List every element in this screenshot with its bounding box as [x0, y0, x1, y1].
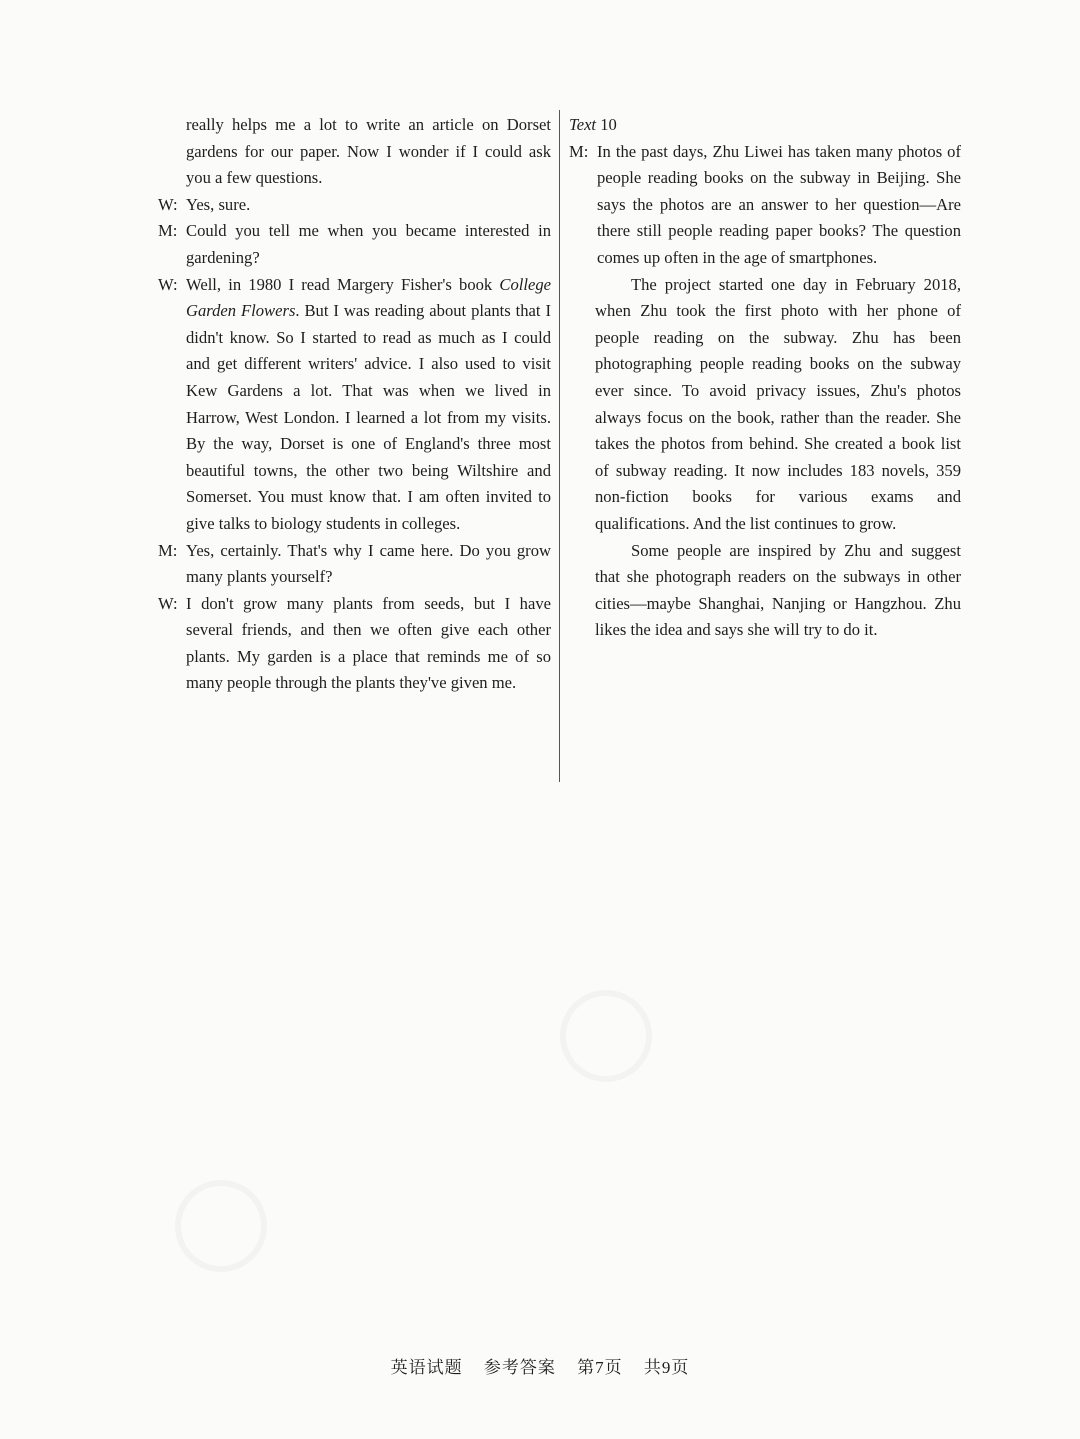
footer-page: 第7页 [577, 1358, 623, 1377]
paragraph: Some people are inspired by Zhu and suggest that she photograph readers on the subways in other cities—maybe Shanghai, Nanjing or Hangzhou. Zhu likes the idea and says she will try to do it. [595, 540, 961, 640]
page-footer [0, 1353, 1080, 1378]
heading-label: Text [569, 115, 597, 134]
paragraph: In the past days, Zhu Liwei has taken many photos of people reading books on the subway in Beijing. She says the photos are an answer to her question—Are there still people reading paper books? The question comes up often in the age of smartphones. [597, 141, 961, 267]
watermark-seal [560, 990, 652, 1082]
heading-number: 10 [600, 115, 617, 134]
speaker-label: M: [158, 221, 178, 241]
monologue-turn [569, 139, 961, 272]
speaker-label: W: [158, 194, 178, 214]
dialogue-turn [158, 538, 551, 591]
footer-section: 参考答案 [483, 1358, 556, 1377]
watermark-seal [175, 1180, 267, 1272]
speaker-label: M: [158, 540, 178, 560]
section-heading [569, 112, 961, 139]
speaker-label: M: [569, 141, 589, 161]
turn-text: I don't grow many plants from seeds, but I have several friends, and then we often give each other plants. My garden is a place that reminds me of so many people through the plants they've given me. [186, 593, 551, 693]
right-column [569, 112, 961, 644]
left-column [158, 112, 551, 697]
footer-subject: 英语试题 [390, 1358, 463, 1377]
paragraph: The project started one day in February 2018, when Zhu took the first photo with her phone of people reading on the subway. Zhu has been photographing people reading books on the subway ever since. To avoid privacy issues, Zhu's photos always focus on the book, rather than the reader. She takes the photos from behind. She created a book list of subway reading. It now includes 183 novels, 359 non-fiction books for various exams and qualifications. And the list continues to grow. [595, 274, 961, 533]
footer-total: 共9页 [643, 1358, 690, 1377]
speaker-label: W: [158, 274, 178, 294]
book-title: College Garden Flowers [186, 274, 551, 321]
turn-text: Yes, certainly. That's why I came here. Do you grow many plants yourself? [186, 540, 551, 587]
dialogue-turn [158, 192, 551, 219]
dialogue-turn [158, 218, 551, 271]
column-divider [559, 110, 560, 782]
turn-text: . But I was reading about plants that I didn't know. So I started to read as much as I could and get different writers' advice. I also used to visit Kew Gardens a lot. That was when we lived in Harrow, West London. I learned a lot from my visits. By the way, Dorset is one of England's three most beautiful towns, the other two being Wiltshire and Somerset. You must know that. I am often invited to give talks to biology students in colleges. [186, 301, 551, 533]
turn-text: Well, in 1980 I read Margery Fisher's book [186, 274, 500, 294]
turn-text: really helps me a lot to write an article on Dorset gardens for our paper. Now I wonder if I could ask you a few questions. [186, 115, 551, 188]
turn-text: Yes, sure. [186, 194, 251, 214]
dialogue-turn [158, 272, 551, 538]
turn-text: Could you tell me when you became interested in gardening? [186, 221, 551, 267]
dialogue-turn [158, 591, 551, 697]
dialogue-continuation [158, 112, 551, 192]
speaker-label: W: [158, 593, 178, 613]
